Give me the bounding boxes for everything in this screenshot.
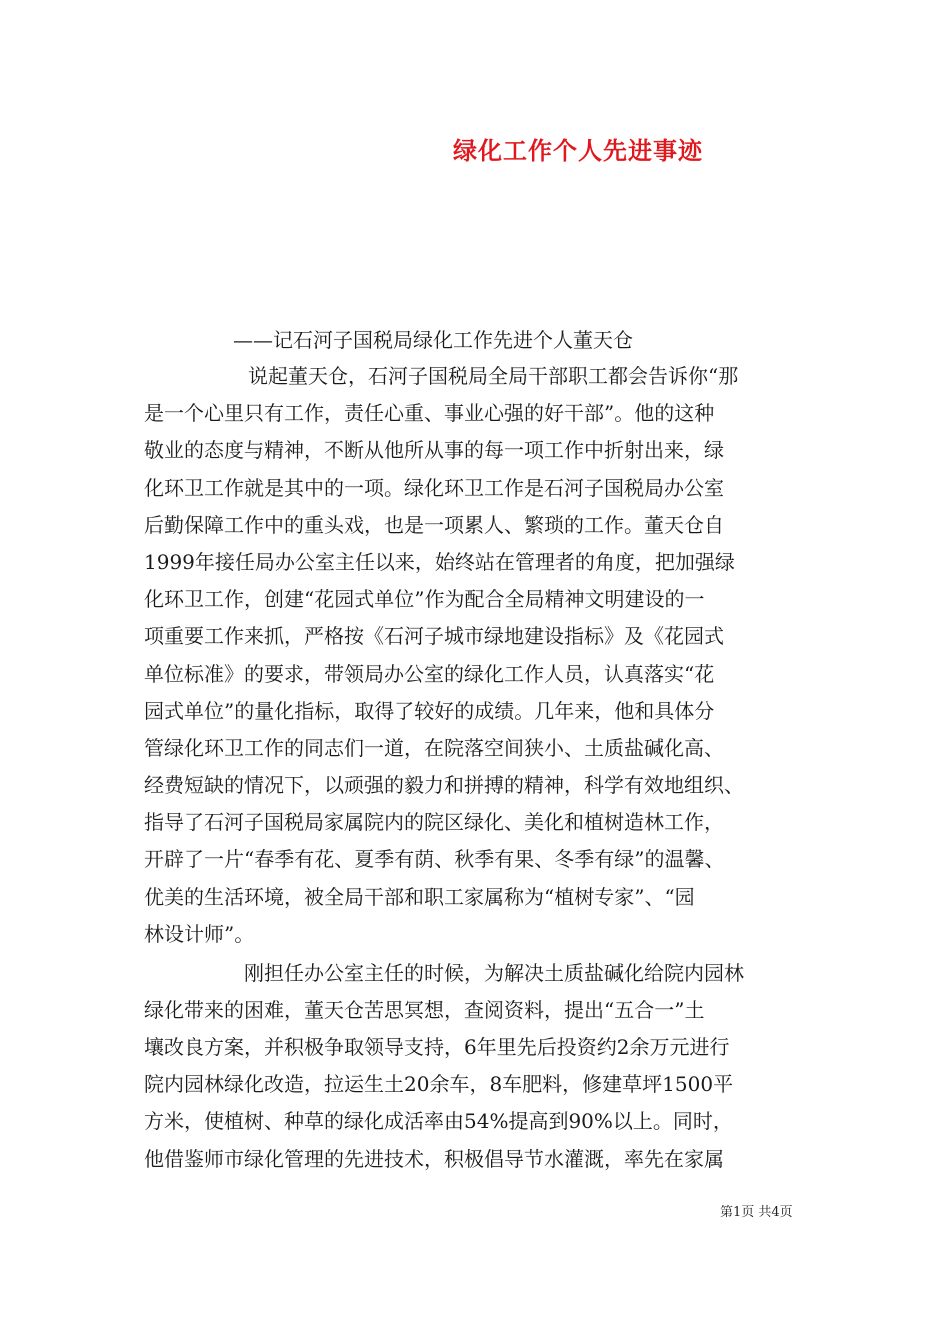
text-line: 化环卫工作就是其中的一项。绿化环卫工作是石河子国税局办公室: [144, 475, 724, 500]
text-line: 是一个心里只有工作，责任心重、事业心强的好干部”。他的这种: [144, 401, 715, 426]
text-line: 化环卫工作，创建“花园式单位”作为配合全局精神文明建设的一: [144, 587, 705, 612]
text-line: 1999年接任局办公室主任以来，始终站在管理者的角度，把加强绿: [144, 549, 735, 574]
text-line: 说起董天仓，石河子国税局全局干部职工都会告诉你“那: [248, 364, 739, 388]
document-subtitle: ——记石河子国税局绿化工作先进个人董天仓: [233, 328, 633, 352]
text-line: 壤改良方案，并积极争取领导支持，6年里先后投资约2余万元进行: [144, 1034, 730, 1059]
text-line: 经费短缺的情况下，以顽强的毅力和拼搏的精神，科学有效地组织、: [144, 773, 744, 798]
text-line: 方米，使植树、种草的绿化成活率由54%提高到90%以上。同时，: [144, 1109, 733, 1134]
text-line: 管绿化环卫工作的同志们一道，在院落空间狭小、土质盐碱化高、: [144, 735, 724, 760]
paragraph-2: [144, 955, 808, 1178]
text-line: 园式单位”的量化指标，取得了较好的成绩。几年来，他和具体分: [144, 698, 715, 723]
text-line: 单位标准》的要求，带领局办公室的绿化工作人员，认真落实“花: [144, 661, 715, 686]
text-line: 项重要工作来抓，严格按《石河子城市绿地建设指标》及《花园式: [144, 624, 724, 649]
text-line: 敬业的态度与精神，不断从他所从事的每一项工作中折射出来，绿: [144, 438, 724, 463]
text-line: 后勤保障工作中的重头戏，也是一项累人、繁琐的工作。董天仓自: [144, 512, 724, 537]
document-body: [144, 358, 808, 1178]
document-title: 绿化工作个人先进事迹: [453, 136, 703, 165]
text-line: 林设计师”。: [144, 921, 255, 946]
text-line: 指导了石河子国税局家属院内的院区绿化、美化和植树造林工作，: [144, 810, 724, 835]
text-line: 刚担任办公室主任的时候，为解决土质盐碱化给院内园林: [244, 960, 744, 985]
text-line: 开辟了一片“春季有花、夏季有荫、秋季有果、冬季有绿”的温馨、: [144, 847, 725, 872]
paragraph-1: [144, 358, 808, 953]
page-number-footer: 第1页 共4页: [720, 1205, 793, 1220]
text-line: 绿化带来的困难，董天仓苦思冥想，查阅资料，提出“五合一”土: [144, 997, 705, 1022]
text-line: 优美的生活环境，被全局干部和职工家属称为“植树专家”、“园: [144, 884, 695, 909]
text-line: 他借鉴师市绿化管理的先进技术，积极倡导节水灌溉，率先在家属: [144, 1146, 724, 1171]
text-line: 院内园林绿化改造，拉运生土20余车，8车肥料，修建草坪1500平: [144, 1072, 734, 1097]
